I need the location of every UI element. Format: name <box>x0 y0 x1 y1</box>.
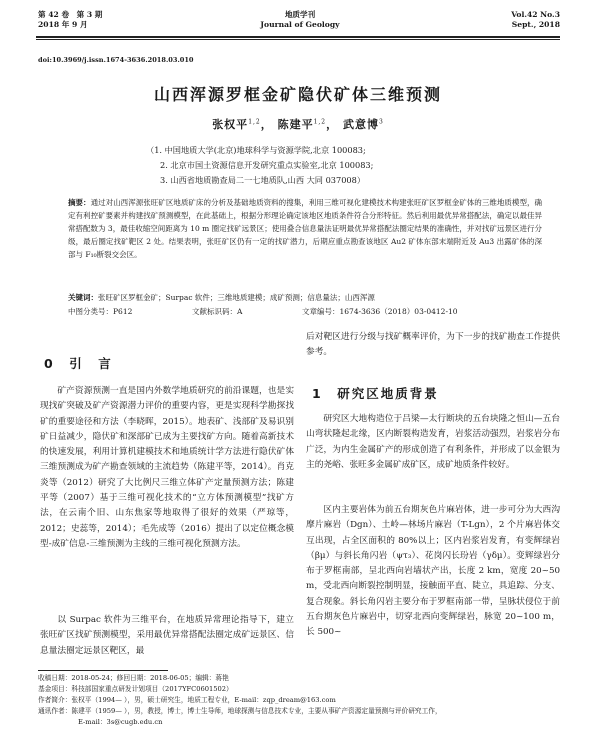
intro-continued-paragraph: 后对靶区进行分级与找矿概率评价，为下一步的找矿勘查工作提供参考。 <box>306 332 560 358</box>
issue-date-en: Sept., 2018 <box>511 20 560 29</box>
running-header-volume-en <box>511 10 560 30</box>
affiliation: 3. 山西省地质勘查局二一七地质队,山西 大同 037008） <box>160 175 366 185</box>
footnote-email: E-mail：3s@cugb.edu.cn <box>78 718 163 726</box>
section-number: 0 <box>44 356 55 371</box>
footnote-funding: 基金项目：科技部国家重点研发计划项目（2017YFC0601502） <box>38 685 233 693</box>
keywords-label: 关键词： <box>68 293 98 302</box>
geology-paragraph: 研究区大地构造位于吕梁—太行断块的五台块隆之恒山—五台山弯状隆起北缘，区内断裂构造发育，岩浆活动强烈，岩浆岩分布广泛，为内生金属矿产的形成创造了有利条件，并形成了以金银为主的尧峪、张旺多金属矿成矿区，成矿地质条件较好。 <box>306 414 560 470</box>
issue-date: 2018 年 9 月 <box>38 20 88 29</box>
affiliation: 2. 北京市国土资源信息开发研究重点实验室,北京 100083; <box>160 160 374 170</box>
running-header-volume <box>38 10 102 30</box>
section-number: 1 <box>312 386 323 401</box>
author-name: 武意博 <box>342 118 379 131</box>
author-name: 张权平 <box>212 118 249 131</box>
abstract <box>68 196 542 261</box>
author-affiliation-mark: 1,2 <box>248 118 261 126</box>
author-affiliation-mark: 3 <box>378 118 384 126</box>
footnotes <box>38 673 562 728</box>
abstract-label: 摘要： <box>68 198 91 207</box>
clc-number: 中图分类号：P612 <box>68 307 133 316</box>
abstract-text: 通过对山西浑源张旺矿区地质矿床的分析及基础地质资料的搜集，利用三维可视化建模技术构建张旺矿区罗框金矿体的三维地质模型，确定有利控矿要素并构建找矿预测模型，在此基础上，根据分形理论确定该地区地质条件符合分形特征。然后利用最优异常搭配法，确定以最佳异常搭配数为 3，最佳收缩空间距离为 10 m 圈定找矿远景区；使用叠合信息量法证明最优异常搭配法圈定结果的准确性，并对找矿远景区进行分级，最后圈定找矿靶区 2 处。结果表明，张旺矿区仍有一定的找矿潜力，后期应重点勘查该地区 Au2 矿体东部末端附近及 Au3 出露矿体的深部与 F₁₀断裂交会区。 <box>68 198 543 259</box>
journal-name-en: Journal of Geology <box>260 20 340 29</box>
author-list: 张权平$^{1,2}$， 陈建平$^{1,2}$， 武意博$^3$ <box>212 118 384 131</box>
keywords <box>68 292 542 304</box>
footnote-corresponding: 通讯作者：陈建平（1959— ），男，教授，博士，博士生导师，地球探测与信息技术专业，主要从事矿产资源定量预测与评价研究工作， <box>38 707 442 715</box>
footnote-rule <box>38 670 168 671</box>
footnote-author: 作者简介：张权平（1994— ），男，硕士研究生，地质工程专业，E-mail：zqp_dream@163.com <box>38 696 336 704</box>
journal-name-cn: 地质学刊 <box>284 10 316 19</box>
running-header-journal <box>200 10 400 30</box>
keywords-text: 张旺矿区罗框金矿；Surpac 软件；三维地质建模；成矿预测；信息量法；山西浑源 <box>98 293 375 302</box>
header-rule-thin <box>36 39 560 40</box>
section-heading-intro <box>44 354 113 372</box>
header-rule <box>36 36 560 38</box>
author-name: 陈建平 <box>277 118 314 131</box>
section-heading-geology <box>312 384 439 402</box>
volume-issue-en: Vol.42 No.3 <box>511 10 560 19</box>
section-title: 研究区地质背景 <box>337 386 439 401</box>
affiliation: （1. 中国地质大学(北京)地球科学与资源学院,北京 100083; <box>146 145 366 155</box>
doi[interactable]: doi:10.3969/j.issn.1674-3636.2018.03.010 <box>38 56 194 64</box>
volume-issue: 第 42 卷 第 3 期 <box>38 10 103 19</box>
article-number: 文章编号：1674-3636（2018）03-0412-10 <box>302 307 458 316</box>
footnote-received: 收稿日期：2018-05-24；修回日期：2018-06-05；编辑：蒋艳 <box>38 674 229 682</box>
section-title: 引 言 <box>69 356 113 371</box>
paper-title: 山西浑源罗框金矿隐伏矿体三维预测 <box>153 85 442 104</box>
author-affiliation-mark: 1,2 <box>313 118 327 126</box>
document-code: 文献标识码：A <box>192 307 243 316</box>
intro-paragraph: 以 Surpac 软件为三维平台，在地质异常理论指导下，建立张旺矿区找矿预测模型，采用最优异常搭配法圈定成矿远景区、信息量法圈定远景区靶区，最 <box>40 615 294 656</box>
geology-paragraph: 区内主要岩体为前五台期灰色片麻岩体，进一步可分为大西沟摩片麻岩（Dgn）、土岭—林场片麻岩（T-Lgn），2 个片麻岩体交互出现，占全区面积的 80%以上；区内岩浆岩发育，有变辉绿岩（βμ）与斜长角闪岩（ψτ₃）、花岗闪长玢岩（γδμ）。变辉绿岩分布于罗框南部，呈北西向岩墙状产出，长度 2 km，宽度 20~50 m，受北西向断裂控制明显，接触面平直、陡立，具追踪、分支、复合现象。斜长角闪岩主要分布于罗框南部一带，呈脉状侵位于前五台期灰色片麻岩中，切穿北西向变辉绿岩，脉宽 20~100 m，长 500~ <box>306 505 560 638</box>
intro-paragraph: 矿产资源预测一直是国内外数学地质研究的前沿课题，也是实现找矿突破及矿产资源潜力评价的重要内容，更是实现科学勘探找矿的重要途径和方法（李晓晖，2015）。地表矿、浅部矿及易识别矿日益减少，隐伏矿和深部矿已成为主要找矿方向。随着高新技术的快速发展，利用计算机建模技术和地质统计学方法进行隐伏矿体三维预测成为矿产勘查领域的主流趋势（陈建平等，2014）。肖克炎等（2012）研究了大比例尺三维立体矿产定量预测方法；陈建平等（2007）基于三维可视化技术的“立方体预测模型”找矿方法，在云南个旧、山东焦家等地取得了很好的效果（严琼等，2012；史蕊等，2014）；毛先成等（2016）提出了以定位概念模型-成矿信息-三维预测为主线的三维可视化预测方法。 <box>40 386 294 549</box>
